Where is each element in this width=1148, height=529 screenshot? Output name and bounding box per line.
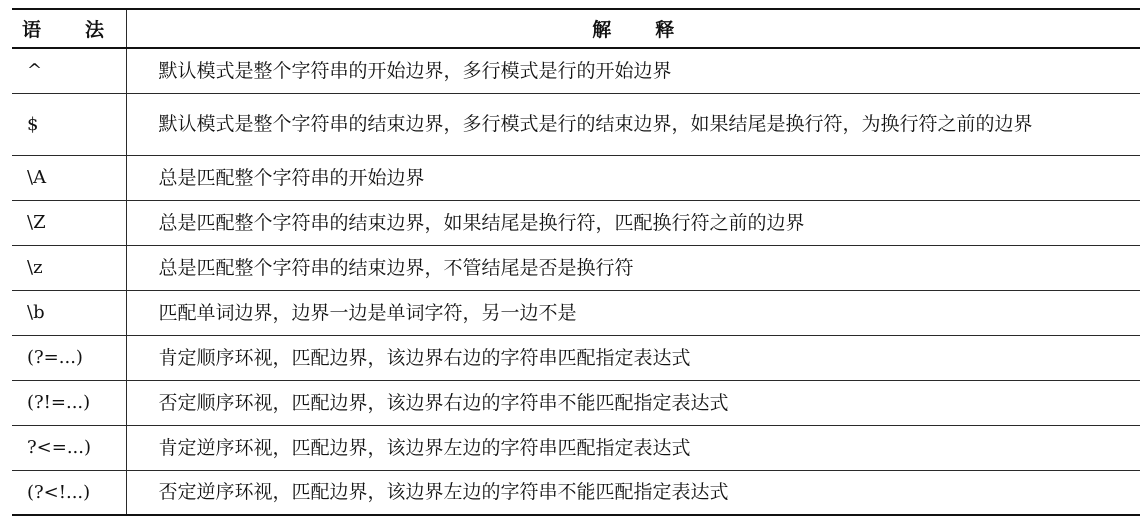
header-row bbox=[12, 9, 1140, 48]
syntax-cell: \z bbox=[12, 245, 126, 290]
table-row bbox=[12, 380, 1140, 425]
syntax-cell: (?<!...) bbox=[12, 470, 126, 515]
table-row bbox=[12, 245, 1140, 290]
explanation-cell: 匹配单词边界，边界一边是单词字符，另一边不是 bbox=[126, 290, 1140, 335]
table-row bbox=[12, 200, 1140, 245]
syntax-cell: $ bbox=[12, 93, 126, 155]
syntax-cell: ?<=...) bbox=[12, 425, 126, 470]
explanation-cell: 总是匹配整个字符串的开始边界 bbox=[126, 155, 1140, 200]
table-row bbox=[12, 425, 1140, 470]
header-syntax-char-1: 语 bbox=[22, 19, 42, 41]
explanation-cell: 总是匹配整个字符串的结束边界，不管结尾是否是换行符 bbox=[126, 245, 1140, 290]
table-row bbox=[12, 470, 1140, 515]
table-body bbox=[12, 48, 1140, 515]
explanation-cell: 总是匹配整个字符串的结束边界，如果结尾是换行符，匹配换行符之前的边界 bbox=[126, 200, 1140, 245]
syntax-cell: (?!=...) bbox=[12, 380, 126, 425]
header-explanation bbox=[126, 9, 1140, 48]
explanation-cell: 肯定顺序环视，匹配边界，该边界右边的字符串匹配指定表达式 bbox=[126, 335, 1140, 380]
regex-boundary-table bbox=[12, 8, 1140, 516]
table-row bbox=[12, 155, 1140, 200]
explanation-cell: 默认模式是整个字符串的结束边界，多行模式是行的结束边界，如果结尾是换行符，为换行符之前的边界 bbox=[126, 93, 1140, 155]
syntax-cell: \b bbox=[12, 290, 126, 335]
syntax-cell: (?=...) bbox=[12, 335, 126, 380]
header-explanation-char-1: 解 bbox=[592, 19, 612, 41]
syntax-cell: \A bbox=[12, 155, 126, 200]
table-row bbox=[12, 93, 1140, 155]
explanation-cell: 肯定逆序环视，匹配边界，该边界左边的字符串匹配指定表达式 bbox=[126, 425, 1140, 470]
explanation-cell: 否定顺序环视，匹配边界，该边界右边的字符串不能匹配指定表达式 bbox=[126, 380, 1140, 425]
table-row bbox=[12, 48, 1140, 93]
syntax-cell: ^ bbox=[12, 48, 126, 93]
table-row bbox=[12, 290, 1140, 335]
header-syntax bbox=[12, 9, 126, 48]
table-header bbox=[12, 9, 1140, 48]
header-explanation-char-2: 释 bbox=[655, 19, 675, 41]
header-syntax-char-2: 法 bbox=[85, 19, 105, 41]
explanation-cell: 默认模式是整个字符串的开始边界，多行模式是行的开始边界 bbox=[126, 48, 1140, 93]
explanation-cell: 否定逆序环视，匹配边界，该边界左边的字符串不能匹配指定表达式 bbox=[126, 470, 1140, 515]
syntax-cell: \Z bbox=[12, 200, 126, 245]
table-row bbox=[12, 335, 1140, 380]
